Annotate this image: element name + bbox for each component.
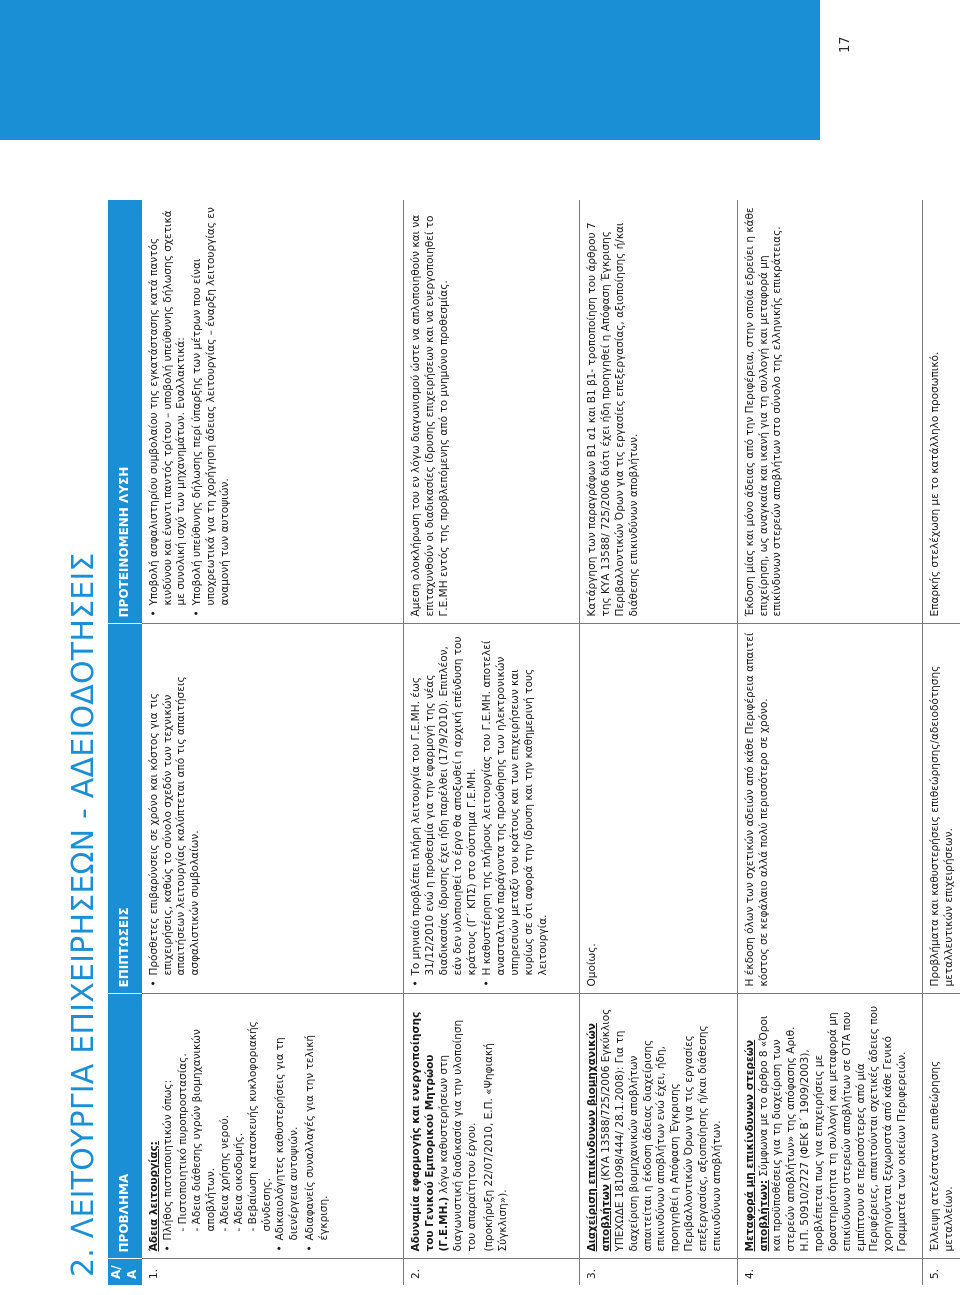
row-number: 4. xyxy=(737,1259,922,1285)
problem-body: Σύμφωνα με το άρθρο 8 «Όροι και προϋποθέσεις για τη διαχείριση των στερεών αποβλήτων» της απόφασης Αριθ. Η.Π. 50910/2727 (ΦΕΚ Β΄ 1909/2003), προβλέπεται πως για επιχειρήσεις με δραστηριότητα τη συλλογή και μεταφορά μη επικίνδυνων στερεών αποβλήτων σε ΟΤΑ που εμπίπτουν σε περισσότερες από μία Περιφέρειες, απαιτούνται σχετικές άδειες που χορηγούνται ξεχωριστά από κάθε Γενικό Γραμματέα των οικείων Περιφερειών. xyxy=(757,1005,909,1252)
problem-text: Έλλειψη ατελέστατων επιθεώρησης μεταλλείων. xyxy=(929,1060,955,1252)
header-problem: ΠΡΟΒΛΗΜΑ xyxy=(108,994,142,1259)
header-aa: Α/Α xyxy=(108,1259,142,1285)
impacts-cell xyxy=(580,624,738,994)
problem-cell xyxy=(142,994,404,1259)
impacts-bullet: • Η καθυστέρηση της πλήρους λειτουργίας του Γ.Ε.ΜΗ. αποτελεί ανασταλτικό παράγοντα της προώθησης των ηλεκτρονικών υπηρεσιών μεταξύ του κράτους και των επιχειρήσεων και κυρίως σε ότι αφορά την ίδρυση και την καθημερινή τους λειτουργία. xyxy=(481,632,550,987)
impacts-text: Η έκδοση όλων των σχετικών αδειών από κάθε Περιφέρεια απαιτεί κόστος σε κεφάλαιο αλλά πολύ περισσότερο σε χρόνο. xyxy=(743,632,770,987)
impacts-bullet: • Το μηνιαίο προβλέπει πλήρη λειτουργία του Γ.Ε.ΜΗ. έως 31/12/2010 ενώ η προθεσμία για την εφαρμογή της νέας διαδικασίας ίδρυσης έχει ήδη παρέλθει (17/9/2010). Επιπλέον, εάν δεν υλοποιηθεί το έργο θα αποξωθεί η αρχική επένδυση του κράτους (Γ΄ ΚΠΣ) στο σύστημα Γ.Ε.ΜΗ. xyxy=(410,632,479,987)
problem-body: λόγω καθυστερήσεων στη διαγωνιστική διαδικασία για την υλοποίηση του απαραίτητου έργου. xyxy=(437,1019,478,1252)
problem-text xyxy=(586,1002,725,1252)
impacts-cell xyxy=(404,624,580,994)
problem-text xyxy=(744,1002,910,1252)
solution-cell xyxy=(142,200,404,624)
solution-cell xyxy=(580,200,738,624)
row-number: 1. xyxy=(142,1259,404,1285)
row-number: 5. xyxy=(923,1259,960,1285)
solution-bullet: • Υποβολή ασφαλιστηρίου συμβολαίου της εγκατάστασης κατά παντός κινδύνου και έναντι παντός τρίτου – υποβολή υπεύθυνης δήλωσης σχετικά με συνολική ισχύ των μηχανημάτων. Εναλλακτικά: xyxy=(148,207,190,617)
table-header-row xyxy=(108,200,142,1285)
problem-title: Μεταφορά μη επικίνδυνων στερεών αποβλήτων: xyxy=(743,1039,770,1252)
solution-text: Άμεση ολοκλήρωση του εν λόγω διαγωνισμού ώστε να απλοποιηθούν και να επιταχυνθούν οι διαδικασίες ίδρυσης επιχειρήσεων και να ενεργοποιηθεί το Γ.Ε.ΜΗ εντός της προβλεπόμενης από το μνημόνιο προθεσμίας. xyxy=(410,214,450,617)
problem-body: (ΚΥΑ 13588/725/2006 Εγκύκλιος ΥΠΕΧΩΔΕ 181098/444/ 28.1.2008): Για τη διαχείριση βιομηχανικών αποβλήτων απαιτείται η έκδοση άδειας διαχείρισης επικινδύνων αποβλήτων ενώ έχει, ήδη, προηγηθεί η Απόφαση Έγκρισης Περιβαλλοντικών Όρων για τις εργασίες επεξεργασίας, αξιοποίησης ή/και διάθεσης επικινδύνων αποβλήτων. xyxy=(600,1008,723,1252)
header-impacts: ΕΠΙΠΤΩΣΕΙΣ xyxy=(108,624,142,994)
table-row xyxy=(923,200,960,1285)
problem-sub-item: - Βεβαίωση κατασκευής κυκλοφοριακής σύνδεσης. xyxy=(246,1021,273,1232)
problem-cell xyxy=(580,994,738,1259)
page-number: 17 xyxy=(838,36,853,53)
problem-bullet: • Πλήθος πιστοποιητικών όπως: xyxy=(162,1002,176,1252)
solution-text: Επαρκής στελέχωση με το κατάλληλο προσωπικό. xyxy=(929,351,942,617)
impacts-text: Ομοίως. xyxy=(586,943,599,987)
impacts-cell xyxy=(142,624,404,994)
solution-text: Κατάργηση των παραγράφων Β1 α1 και Β1 β1- τροποποίηση του άρθρου 7 της ΚΥΑ 13588/ 725/2006 διότι έχει ήδη προηγηθεί η Απόφαση Έγκρισης Περιβαλλοντικών Όρων για τις εργασίες επεξεργασίας, αξιοποίησης ή/και διάθεσης επικινδύνων αποβλήτων. xyxy=(586,222,640,617)
solution-bullet: • Υποβολή υπεύθυνης δήλωσης περί ύπαρξης των μέτρων που είναι υποχρεωτικά για τη χορήγηση άδειας λειτουργίας – έναρξη λειτουργίας εν αναμονή των αυτοψιών. xyxy=(191,207,233,617)
problem-sub-item: - Άδεια διάθεσης υγρών βιομηχανικών αποβλήτων. xyxy=(191,1029,218,1232)
corner-decoration xyxy=(0,0,820,140)
page-title: 2. ΛΕΙΤΟΥΡΓΙΑ ΕΠΙΧΕΙΡΗΣΕΩΝ - ΑΔΕΙΟΔΟΤΗΣΕΙΣ xyxy=(66,552,101,1277)
table-row xyxy=(142,200,404,1285)
solution-text: Έκδοση μίας και μόνο άδειας από την Περιφέρεια, στην οποία εδρεύει η κάθε επιχείρηση, ως αναγκαία και ικανή για τη συλλογή και μεταφορά μη επικίνδυνων στερεών αποβλήτων στο σύνολο της ελληνικής επικράτειας. xyxy=(743,207,784,617)
header-solution: ΠΡΟΤΕΙΝΟΜΕΝΗ ΛΥΣΗ xyxy=(108,200,142,624)
impacts-bullet: • Πρόσθετες επιβαρύνσεις σε χρόνο και κόστος για τις επιχειρήσεις, καθώς το σύνολο σχεδόν των τεχνικών απαιτήσεων λειτουργίας καλύπτεται από τις απαιτήσεις ασφαλιστικών συμβολαίων. xyxy=(148,632,203,987)
solution-cell xyxy=(404,200,580,624)
problem-cell xyxy=(923,994,960,1259)
problem-text xyxy=(410,1002,479,1252)
table-row xyxy=(404,200,580,1285)
problem-title: Αδυναμία εφαρμογής και ενεργοποίησης του Γενικού Εμπορικού Μητρώου (Γ.Ε.ΜΗ.) xyxy=(410,1011,450,1252)
problem-sub-item: - Άδεια οικοδομής. xyxy=(232,1132,245,1232)
issues-table xyxy=(108,200,960,1285)
problem-bullet: • Αδικαιολόγητες καθυστερήσεις για τη διενέργεια αυτοψιών. xyxy=(274,1002,302,1252)
table-row xyxy=(580,200,738,1285)
problem-cell xyxy=(404,994,580,1259)
impacts-cell xyxy=(923,624,960,994)
problem-sub-item: - Άδεια χρήσης νερού. xyxy=(218,1114,231,1232)
row-number: 2. xyxy=(404,1259,580,1285)
problem-bullet: • Αδιαφανείς συναλλαγές για την τελική έγκριση. xyxy=(304,1002,332,1252)
solution-cell xyxy=(737,200,922,624)
problem-title: Διαχείριση επικίνδυνων βιομηχανικών αποβλήτων xyxy=(586,1023,613,1252)
problem-note: (προκήρυξη 22/07/2010, Ε.Π. «Ψηφιακή Σύγκλιση»). xyxy=(483,1043,510,1252)
table-row xyxy=(737,200,922,1285)
problem-title: Άδεια λειτουργίας: xyxy=(147,1141,160,1252)
problem-sub-item: - Πιστοποιητικό πυροπροστασίας. xyxy=(177,1053,190,1232)
impacts-text: Προβλήματα και καθυστερήσεις επιθεώρησης/αδειοδότησης μεταλλευτικών επιχειρήσεων. xyxy=(929,665,955,987)
row-number: 3. xyxy=(580,1259,738,1285)
problem-cell xyxy=(737,994,922,1259)
solution-cell xyxy=(923,200,960,624)
impacts-cell xyxy=(737,624,922,994)
